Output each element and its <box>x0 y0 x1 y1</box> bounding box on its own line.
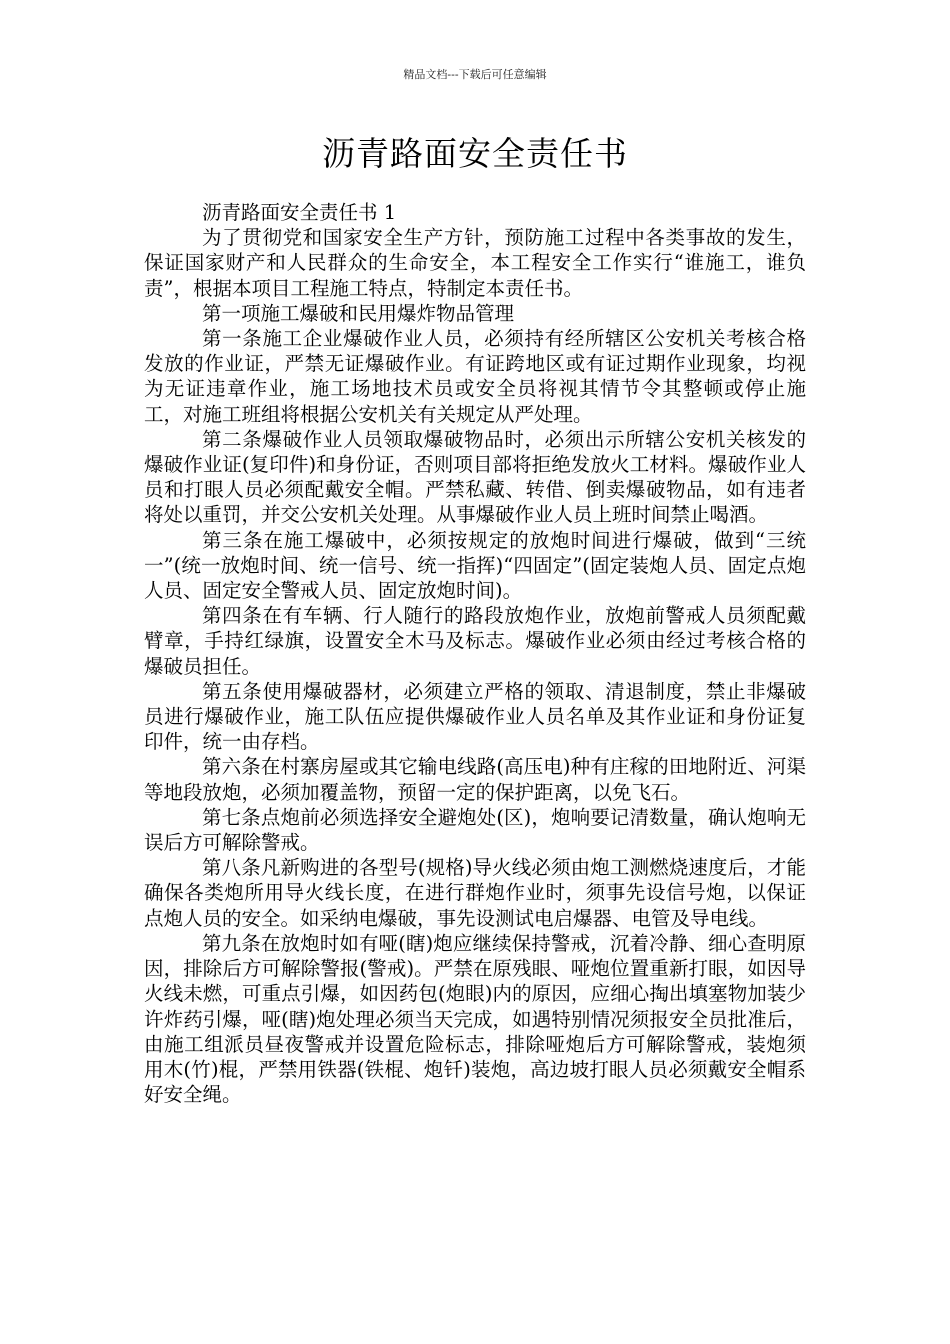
article-4-paragraph: 第四条在有车辆、行人随行的路段放炮作业，放炮前警戒人员须配戴臂章，手持红绿旗，设置安全木马及标志。爆破作业必须由经过考核合格的爆破员担任。 <box>144 604 806 678</box>
article-9-paragraph: 第九条在放炮时如有哑(瞎)炮应继续保持警戒，沉着冷静、细心查明原因，排除后方可解除警报(警戒)。严禁在原残眼、哑炮位置重新打眼，如因导火线未燃，可重点引爆，如因药包(炮眼)内的原因，应细心掏出填塞物加装少许炸药引爆，哑(瞎)炮处理必须当天完成，如遇特别情况须报安全员批准后，由施工组派员昼夜警戒并设置危险标志，排除哑炮后方可解除警戒，装炮须用木(竹)棍，严禁用铁器(铁棍、炮钎)装炮，高边坡打眼人员必须戴安全帽系好安全绳。 <box>144 931 806 1107</box>
article-2-paragraph: 第二条爆破作业人员领取爆破物品时，必须出示所辖公安机关核发的爆破作业证(复印件)和身份证，否则项目部将拒绝发放火工材料。爆破作业人员和打眼人员必须配戴安全帽。严禁私藏、转借、倒卖爆破物品，如有违者将处以重罚，并交公安机关处理。从事爆破作业人员上班时间禁止喝酒。 <box>144 427 806 527</box>
document-body <box>144 200 806 1107</box>
article-5-paragraph: 第五条使用爆破器材，必须建立严格的领取、清退制度，禁止非爆破员进行爆破作业，施工队伍应提供爆破作业人员名单及其作业证和身份证复印件，统一由存档。 <box>144 679 806 754</box>
document-title: 沥青路面安全责任书 <box>322 134 628 173</box>
article-6-paragraph: 第六条在村寨房屋或其它输电线路(高压电)种有庄稼的田地附近、河渠等地段放炮，必须加覆盖物，预留一定的保护距离，以免飞石。 <box>144 755 806 804</box>
page-header: 精品文档---下载后可任意编辑 <box>403 68 547 81</box>
article-1-paragraph: 第一条施工企业爆破作业人员，必须持有经所辖区公安机关考核合格发放的作业证，严禁无证爆破作业。有证跨地区或有证过期作业现象，均视为无证违章作业，施工场地技术员或安全员将视其情节令其整顿或停止施工，对施工班组将根据公安机关有关规定从严处理。 <box>144 327 806 426</box>
section-heading: 第一项施工爆破和民用爆炸物品管理 <box>202 301 515 325</box>
article-7-paragraph: 第七条点炮前必须选择安全避炮处(区)，炮响要记清数量，确认炮响无误后方可解除警戒。 <box>144 805 806 855</box>
intro-paragraph: 为了贯彻党和国家安全生产方针，预防施工过程中各类事故的发生，保证国家财产和人民群众的生命安全，本工程安全工作实行“谁施工，谁负责”，根据本项目工程施工特点，特制定本责任书。 <box>144 226 806 300</box>
article-3-paragraph: 第三条在施工爆破中，必须按规定的放炮时间进行爆破，做到“三统一”(统一放炮时间、统一信号、统一指挥)“四固定”(固定装炮人员、固定点炮人员、固定安全警戒人员、固定放炮时间)。 <box>144 528 806 603</box>
article-8-paragraph: 第八条凡新购进的各型号(规格)导火线必须由炮工测燃烧速度后，才能确保各类炮所用导火线长度，在进行群炮作业时，须事先设信号炮，以保证点炮人员的安全。如采纳电爆破，事先设测试电启爆器、电管及导电线。 <box>144 856 806 930</box>
subtitle-paragraph: 沥青路面安全责任书 1 <box>202 201 397 224</box>
